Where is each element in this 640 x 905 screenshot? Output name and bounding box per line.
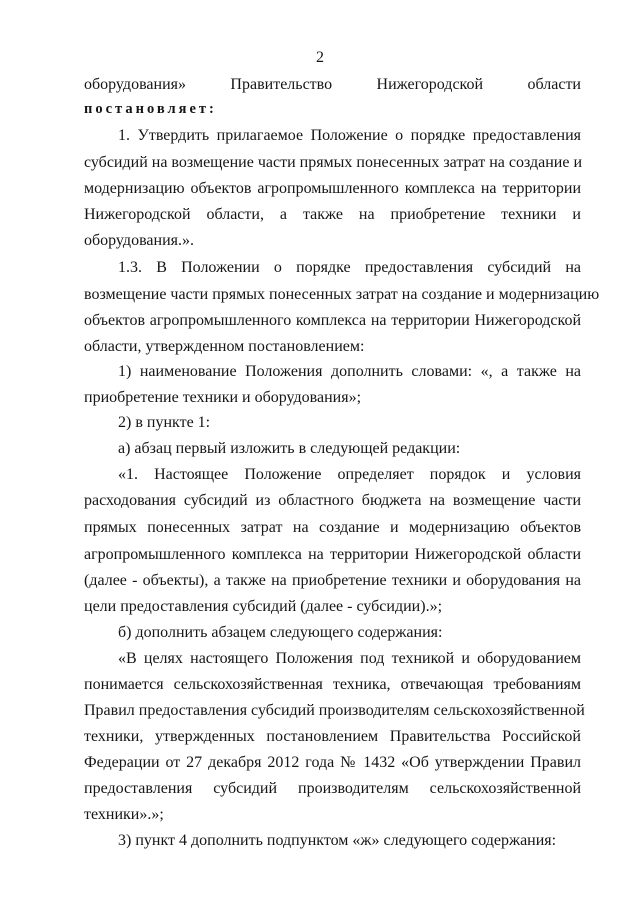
text-line: цели предоставления субсидий (далее - субсидии).»;: [84, 598, 443, 615]
text-line: Нижегородской области, а также на приобретение техники и: [84, 206, 581, 223]
text-line: 1.3. В Положении о порядке предоставления субсидий на: [118, 259, 581, 276]
text-line: предоставления субсидий производителям сельскохозяйственной: [84, 780, 581, 797]
text-line: «1. Настоящее Положение определяет порядок и условия: [118, 466, 581, 483]
text-line: Федерации от 27 декабря 2012 года № 1432 «Об утверждении Правил: [84, 754, 581, 771]
text-line: субсидий на возмещение части прямых понесенных затрат на создание и: [84, 154, 583, 171]
text-line: 2) в пункте 1:: [118, 414, 211, 431]
page-number: 2: [316, 49, 324, 66]
text-line: приобретение техники и оборудования»;: [84, 389, 362, 406]
text-line: «В целях настоящего Положения под техникой и оборудованием: [118, 650, 581, 667]
text-line: (далее - объекты), а также на приобретение техники и оборудования на: [84, 572, 581, 589]
text-line: 1. Утвердить прилагаемое Положение о порядке предоставления: [118, 127, 581, 144]
text-line: б) дополнить абзацем следующего содержания:: [118, 624, 443, 641]
text-line: а) абзац первый изложить в следующей редакции:: [118, 440, 461, 457]
text-line: возмещение части прямых понесенных затрат на создание и модернизацию: [84, 286, 600, 303]
text-line: оборудования» Правительство Нижегородской области: [84, 76, 581, 93]
text-line: понимается сельскохозяйственная техника, отвечающая требованиям: [84, 676, 581, 693]
text-line: постановляет:: [84, 101, 217, 117]
text-line: модернизацию объектов агропромышленного комплекса на территории: [84, 180, 581, 197]
text-line: 1) наименование Положения дополнить словами: «, а также на: [118, 363, 581, 380]
text-line: 3) пункт 4 дополнить подпунктом «ж» следующего содержания:: [118, 832, 557, 849]
text-line: объектов агропромышленного комплекса на территории Нижегородской: [84, 312, 581, 329]
text-line: Правил предоставления субсидий производителям сельскохозяйственной: [84, 702, 585, 719]
text-line: области, утвержденном постановлением:: [84, 338, 365, 355]
text-line: расходования субсидий из областного бюджета на возмещение части: [84, 492, 581, 509]
text-line: техники, утвержденных постановлением Правительства Российской: [84, 728, 581, 745]
text-line: прямых понесенных затрат на создание и модернизацию объектов: [84, 519, 581, 536]
text-line: агропромышленного комплекса на территории Нижегородской области: [84, 546, 581, 563]
text-line: оборудования.».: [84, 232, 194, 249]
text-line: техники».»;: [84, 806, 164, 823]
